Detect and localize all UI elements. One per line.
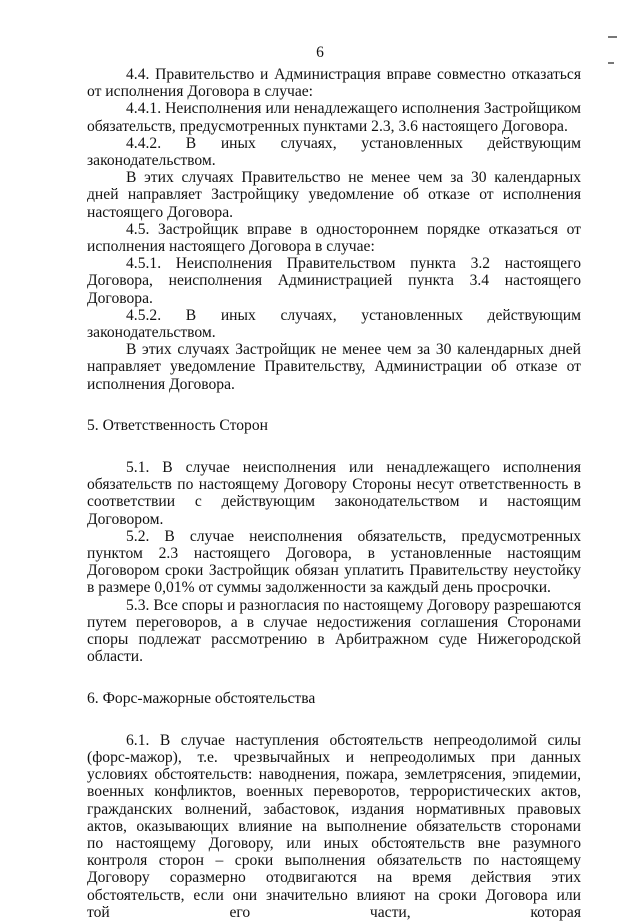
clause-5-2: 5.2. В случае неисполнения обязательств, предусмотренных пунктом 2.3 настоящего Договора, в установленные настоящим Договором сроки Застройщик обязан уплатить Правительству неустойку в размере 0,01% от суммы задолженности за каждый день просрочки. xyxy=(87,527,581,597)
page-number: 6 xyxy=(316,44,324,61)
clause-5-3: 5.3. Все споры и разногласия по настоящему Договору разрешаются путем переговоров, а в случае недостижения соглашения Сторонами споры подлежат рассмотрению в Арбитражном суде Нижегородской области. xyxy=(87,596,581,666)
clause-4-4: 4.4. Правительство и Администрация вправе совместно отказаться от исполнения Договора в случае: xyxy=(87,66,581,101)
clause-4-5: 4.5. Застройщик вправе в одностороннем порядке отказаться от исполнения настоящего Договора в случае: xyxy=(87,220,581,256)
clause-6-1: 6.1. В случае наступления обстоятельств непреодолимой силы (форс-мажор), т.е. чрезвычайных и непреодолимых при данных условиях обстоятельств: наводнения, пожара, землетрясения, эпидемии, военных конфликтов, военных переворотов, террористических актов, гражданских волнений, забастовок, издания нормативных правовых актов, оказывающих влияние на выполнение обязательств сторонами по настоящему Договору, или иных обстоятельств вне разумного контроля сторон – сроки выполнения обязательств по настоящему Договору соразмерно отодвигаются на время действия этих обстоятельств, если они значительно влияют на сроки Договора или той его части, которая xyxy=(87,731,581,921)
clause-4-5-1: 4.5.1. Неисполнения Правительством пункта 3.2 настоящего Договора, неисполнения Администрацией пункта 3.4 настоящего Договора. xyxy=(87,255,581,307)
scan-mark xyxy=(608,36,617,38)
clause-4-4-notice: В этих случаях Правительство не менее чем за 30 календарных дней направляет Застройщику уведомление об отказе от исполнения настоящего Договора. xyxy=(87,169,581,221)
clause-5-1: 5.1. В случае неисполнения или ненадлежащего исполнения обязательств по настоящему Договору Стороны несут ответственность в соответствии с действующим законодательством и настоящим Договором. xyxy=(87,459,581,528)
clause-4-5-2: 4.5.2. В иных случаях, установленных действующим xyxy=(126,306,581,324)
section-6-heading: 6. Форс-мажорные обстоятельства xyxy=(87,689,316,707)
clause-4-4-1: 4.4.1. Неисполнения или ненадлежащего исполнения Застройщиком обязательств, предусмотренных пунктами 2.3, 3.6 настоящего Договора. xyxy=(87,100,581,135)
document-body xyxy=(87,66,581,921)
clause-4-5-2-cont: законодательством. xyxy=(87,324,216,342)
clause-4-4-2: 4.4.2. В иных случаях, установленных действующим xyxy=(126,134,581,152)
section-5-heading: 5. Ответственность Сторон xyxy=(87,416,268,434)
clause-4-5-notice: В этих случаях Застройщик не менее чем за 30 календарных дней направляет уведомление Правительству, Администрации об отказе от исполнения Договора. xyxy=(87,341,581,393)
clause-4-4-2-cont: законодательством. xyxy=(87,152,216,170)
scan-mark xyxy=(608,62,614,64)
